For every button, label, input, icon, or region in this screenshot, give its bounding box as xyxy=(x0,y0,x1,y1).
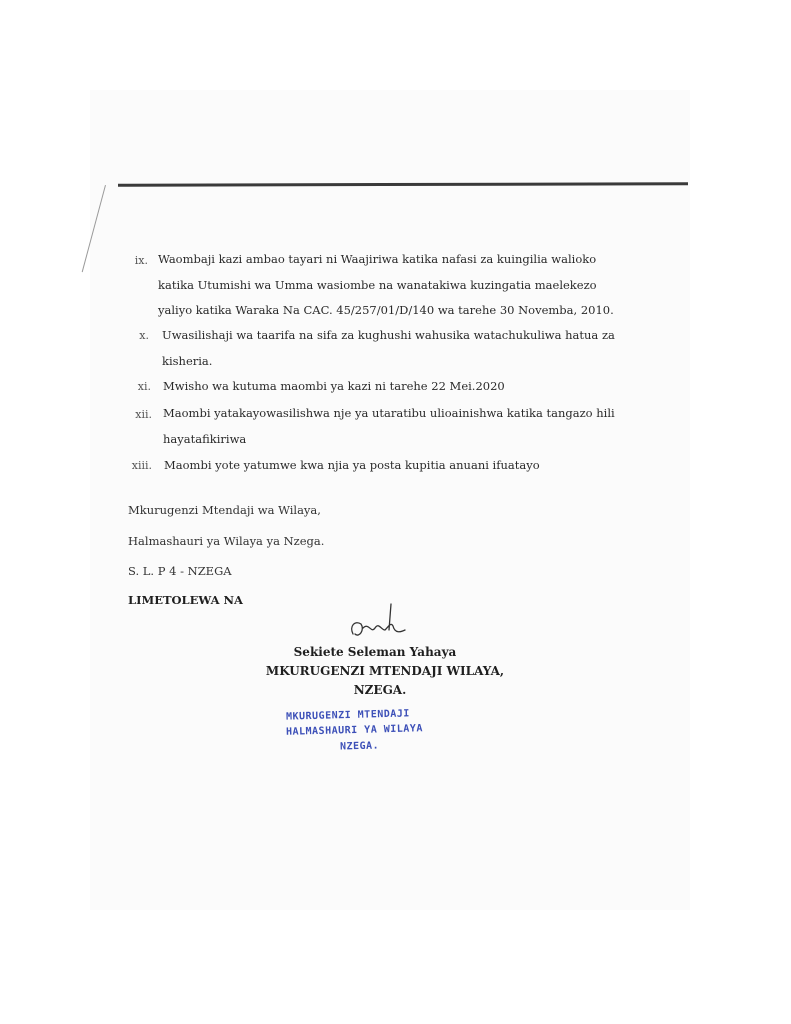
item-number: x. xyxy=(139,329,149,342)
item-line: hayatafikiriwa xyxy=(163,432,247,446)
item-number: ix. xyxy=(134,254,148,267)
item-line: Maombi yote yatumwe kwa njia ya posta kupitia anuani ifuatayo xyxy=(164,458,540,472)
signature-mark xyxy=(345,600,415,650)
item-line: Uwasilishaji wa taarifa na sifa za kughushi wahusika watachukuliwa hatua za xyxy=(162,328,615,342)
item-number: xii. xyxy=(135,408,152,421)
stamp-line: HALMASHAURI YA WILAYA xyxy=(285,723,424,738)
address-line: Halmashauri ya Wilaya ya Nzega. xyxy=(128,534,325,548)
item-line: kisheria. xyxy=(162,354,213,368)
signatory-title: MKURUGENZI MTENDAJI WILAYA, xyxy=(265,664,505,678)
address-line: Mkurugenzi Mtendaji wa Wilaya, xyxy=(128,503,321,517)
signatory-name: Sekiete Seleman Yahaya xyxy=(293,645,457,659)
item-line: Waombaji kazi ambao tayari ni Waajiriwa katika nafasi za kuingilia walioko xyxy=(158,252,597,266)
scan-area xyxy=(90,90,690,910)
item-line: Mwisho wa kutuma maombi ya kazi ni tarehe 22 Mei.2020 xyxy=(163,379,505,393)
stamp-line: NZEGA. xyxy=(339,740,380,753)
item-line: yaliyo katika Waraka Na CAC. 45/257/01/D/140 wa tarehe 30 Novemba, 2010. xyxy=(158,303,614,317)
address-line: S. L. P 4 - NZEGA xyxy=(128,564,232,578)
issued-by-label: LIMETOLEWA NA xyxy=(128,593,243,607)
stamp-line: MKURUGENZI MTENDAJI xyxy=(285,708,411,723)
item-number: xi. xyxy=(137,380,151,393)
item-line: Maombi yatakayowasilishwa nje ya utaratibu ulioainishwa katika tangazo hili xyxy=(163,406,615,420)
signatory-place: NZEGA. xyxy=(353,683,407,697)
item-line: katika Utumishi wa Umma wasiombe na wanatakiwa kuzingatia maelekezo xyxy=(158,278,597,292)
item-number: xiii. xyxy=(131,459,152,472)
